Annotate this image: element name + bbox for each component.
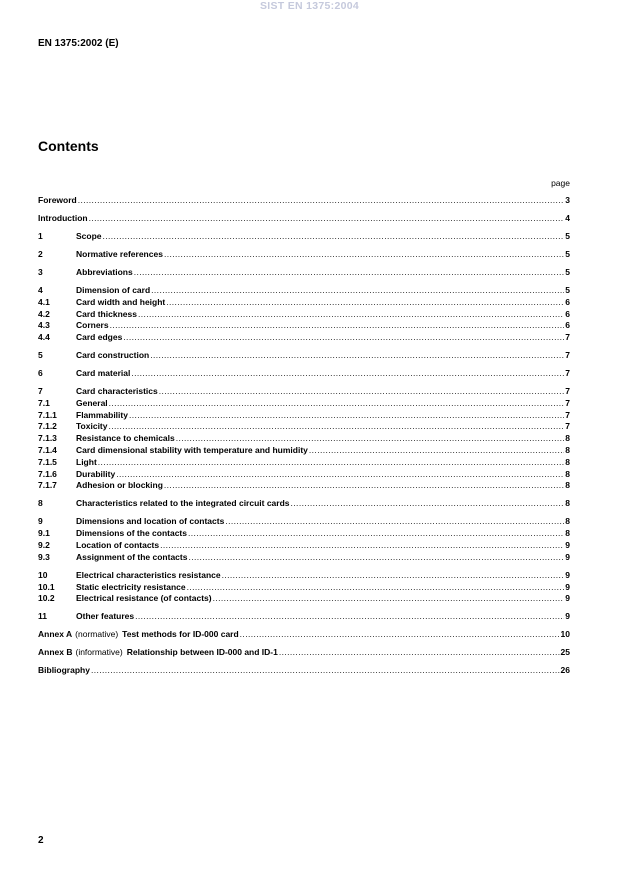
toc-entry[interactable]	[38, 647, 570, 659]
contents-heading: Contents	[38, 138, 99, 154]
toc-entry-title: Card thickness	[76, 308, 137, 319]
toc-entry-title: Test methods for ID-000 card	[122, 629, 239, 640]
toc-entry-number: 7.1.3	[38, 433, 57, 444]
dot-leader	[188, 552, 564, 564]
toc-entry-title: Foreword	[38, 195, 77, 205]
toc-entry-page: 26	[560, 665, 570, 676]
annex-label: Annex B	[38, 647, 73, 658]
toc-entry-title: Card characteristics	[76, 386, 158, 397]
toc-entry[interactable]	[38, 285, 570, 297]
toc-entry-page: 7	[565, 332, 570, 343]
toc-entry-title: Dimensions of the contacts	[76, 528, 187, 539]
toc-entry-title: Abbreviations	[76, 266, 133, 277]
toc-entry-title: Durability	[76, 468, 116, 479]
toc-entry[interactable]	[38, 629, 570, 641]
toc-entry-title: Light	[76, 456, 97, 467]
dot-leader	[240, 629, 560, 641]
toc-entry-number: 10.2	[38, 593, 55, 604]
toc-entry-title: Location of contacts	[76, 540, 160, 550]
dot-leader	[138, 309, 564, 321]
toc-entry-title: Card dimensional stability with temperature and humidity	[76, 445, 308, 456]
toc-entry[interactable]	[38, 433, 570, 445]
toc-entry-page: 6	[565, 308, 570, 319]
toc-entry-number: 4.1	[38, 296, 50, 307]
toc-entry[interactable]	[38, 267, 570, 279]
toc-entry-number: 7	[38, 386, 43, 397]
toc-entry-page: 9	[565, 593, 570, 604]
toc-entry-title: Card material	[76, 368, 131, 379]
dot-leader	[109, 398, 565, 410]
dot-leader	[291, 498, 565, 510]
toc-entry-number: 7.1	[38, 397, 50, 408]
toc-entry-page: 9	[565, 540, 570, 550]
toc-entry[interactable]	[38, 516, 570, 528]
dot-leader	[91, 665, 560, 677]
dot-leader	[135, 611, 564, 623]
dot-leader	[129, 410, 564, 422]
toc-entry-title: Card construction	[76, 350, 150, 361]
toc-entry-title: Relationship between ID-000 and ID-1	[126, 647, 278, 658]
toc-entry-page: 8	[565, 516, 570, 527]
toc-entry[interactable]	[38, 445, 570, 457]
page-number: 2	[38, 835, 44, 846]
toc-entry-title: General	[76, 397, 108, 408]
toc-entry-title: Bibliography	[38, 665, 90, 676]
toc-entry-title: Resistance to chemicals	[76, 433, 175, 444]
annex-label: Annex A	[38, 629, 73, 640]
toc-entry[interactable]	[38, 421, 570, 433]
toc-entry-title: Toxicity	[76, 421, 108, 432]
toc-entry[interactable]	[38, 469, 570, 481]
toc-entry-number: 5	[38, 350, 43, 361]
toc-entry-page: 4	[565, 212, 570, 223]
dot-leader	[164, 480, 564, 492]
toc-entry-title: Assignment of the contacts	[76, 551, 188, 562]
dot-leader	[109, 421, 565, 433]
dot-leader	[188, 528, 564, 540]
toc-entry-page: 25	[560, 647, 570, 658]
toc-entry-number: 1	[38, 230, 43, 241]
toc-entry-number: 7.1.2	[38, 421, 57, 432]
toc-entry[interactable]	[38, 309, 570, 321]
toc-entry-title: Other features	[76, 611, 135, 622]
dot-leader	[222, 570, 565, 582]
toc-entry[interactable]	[38, 582, 570, 594]
toc-entry-number: 9.3	[38, 551, 50, 562]
toc-entry-page: 6	[565, 296, 570, 307]
toc-entry-number: 7.1.5	[38, 456, 57, 467]
dot-leader	[151, 285, 564, 297]
toc-entry[interactable]	[38, 386, 570, 398]
toc-entry-page: 7	[565, 368, 570, 379]
toc-entry-page: 7	[565, 386, 570, 397]
toc-entry[interactable]	[38, 540, 570, 552]
toc-entry-title: Electrical resistance (of contacts)	[76, 593, 212, 604]
dot-leader	[134, 267, 565, 279]
dot-leader	[309, 445, 564, 457]
toc-entry[interactable]	[38, 231, 570, 243]
toc-entry-page: 8	[565, 445, 570, 456]
toc-entry-number: 10	[38, 569, 48, 580]
toc-entry[interactable]	[38, 398, 570, 410]
toc-entry-title: Scope	[76, 230, 102, 241]
toc-entry-page: 3	[565, 195, 570, 205]
toc-entry[interactable]	[38, 593, 570, 605]
toc-entry-number: 8	[38, 498, 43, 509]
dot-leader	[89, 213, 565, 225]
toc-entry-title: Adhesion or blocking	[76, 480, 163, 491]
toc-entry-title: Dimensions and location of contacts	[76, 516, 225, 527]
toc-entry-title: Corners	[76, 320, 109, 331]
toc-entry-page: 7	[565, 397, 570, 408]
dot-leader	[110, 320, 565, 332]
toc-entry-page: 8	[565, 480, 570, 491]
toc-entry[interactable]	[38, 480, 570, 492]
toc-entry-number: 9	[38, 516, 43, 527]
toc-entry-page: 7	[565, 421, 570, 432]
toc-entry-page: 8	[565, 498, 570, 509]
toc-entry-title: Card edges	[76, 332, 123, 343]
toc-entry-number: 2	[38, 248, 43, 259]
dot-leader	[166, 297, 564, 309]
toc-entry-title: Card width and height	[76, 296, 166, 307]
toc-entry[interactable]	[38, 665, 570, 677]
toc-entry-page: 5	[565, 248, 570, 259]
toc-entry-number: 7.1.7	[38, 480, 57, 491]
page-column-label: page	[551, 178, 570, 188]
toc-entry-title: Flammability	[76, 409, 128, 420]
toc-entry[interactable]	[38, 528, 570, 540]
annex-kind: (normative)	[75, 629, 119, 640]
toc-entry[interactable]	[38, 611, 570, 623]
toc-entry[interactable]	[38, 213, 570, 225]
toc-entry[interactable]	[38, 297, 570, 309]
toc-entry-title: Static electricity resistance	[76, 581, 186, 592]
dot-leader	[150, 350, 564, 362]
toc-entry-title: Characteristics related to the integrated circuit cards	[76, 498, 290, 509]
dot-leader	[187, 582, 565, 594]
toc-entry-page: 5	[565, 230, 570, 241]
toc-entry-number: 9.2	[38, 540, 50, 550]
toc-entry-page: 7	[565, 409, 570, 420]
dot-leader	[160, 540, 564, 552]
dot-leader	[78, 195, 565, 207]
toc-entry-title: Normative references	[76, 248, 163, 259]
toc-entry-number: 6	[38, 368, 43, 379]
toc-entry-page: 5	[565, 284, 570, 295]
toc-entry-number: 3	[38, 266, 43, 277]
toc-entry-page: 8	[565, 433, 570, 444]
toc-entry-page: 9	[565, 611, 570, 622]
toc-entry-number: 4.4	[38, 332, 50, 343]
dot-leader	[213, 593, 565, 605]
toc-entry-number: 7.1.6	[38, 468, 57, 479]
toc-entry-page: 7	[565, 350, 570, 361]
toc-entry[interactable]	[38, 498, 570, 510]
dot-leader	[103, 231, 565, 243]
toc-entry[interactable]	[38, 410, 570, 422]
dot-leader	[123, 332, 564, 344]
toc-entry-page: 8	[565, 468, 570, 479]
toc-entry-title: Electrical characteristics resistance	[76, 569, 221, 580]
toc-entry-number: 4.3	[38, 320, 50, 331]
toc-entry-number: 10.1	[38, 581, 55, 592]
toc-entry[interactable]	[38, 195, 570, 207]
toc-entry-number: 4.2	[38, 308, 50, 319]
watermark: SIST EN 1375:2004	[259, 0, 360, 12]
toc-entry[interactable]	[38, 350, 570, 362]
toc-entry[interactable]	[38, 320, 570, 332]
toc-entry-page: 10	[560, 629, 570, 640]
toc-entry-number: 11	[38, 611, 47, 622]
toc-entry[interactable]	[38, 457, 570, 469]
toc-entry-title: Dimension of card	[76, 284, 151, 295]
toc-entry-page: 9	[565, 581, 570, 592]
toc-entry-page: 8	[565, 528, 570, 539]
toc-entry[interactable]	[38, 552, 570, 564]
dot-leader	[279, 647, 560, 659]
toc-entry-page: 9	[565, 551, 570, 562]
toc-entry[interactable]	[38, 570, 570, 582]
toc-entry[interactable]	[38, 332, 570, 344]
dot-leader	[131, 368, 564, 380]
toc-entry-page: 9	[565, 569, 570, 580]
annex-kind: (informative)	[75, 647, 123, 658]
dot-leader	[164, 249, 564, 261]
dot-leader	[98, 457, 564, 469]
toc-entry-page: 8	[565, 456, 570, 467]
toc-entry-number: 7.1.1	[38, 409, 57, 420]
toc-entry-page: 6	[565, 320, 570, 331]
dot-leader	[116, 469, 564, 481]
table-of-contents	[38, 195, 570, 677]
toc-entry-number: 4	[38, 284, 43, 295]
document-id: EN 1375:2002 (E)	[38, 38, 119, 49]
toc-entry[interactable]	[38, 249, 570, 261]
toc-entry-number: 7.1.4	[38, 445, 57, 456]
toc-entry-number: 9.1	[38, 528, 50, 539]
dot-leader	[225, 516, 564, 528]
dot-leader	[159, 386, 565, 398]
dot-leader	[176, 433, 565, 445]
toc-entry-page: 5	[565, 266, 570, 277]
toc-entry[interactable]	[38, 368, 570, 380]
toc-entry-title: Introduction	[38, 212, 88, 223]
